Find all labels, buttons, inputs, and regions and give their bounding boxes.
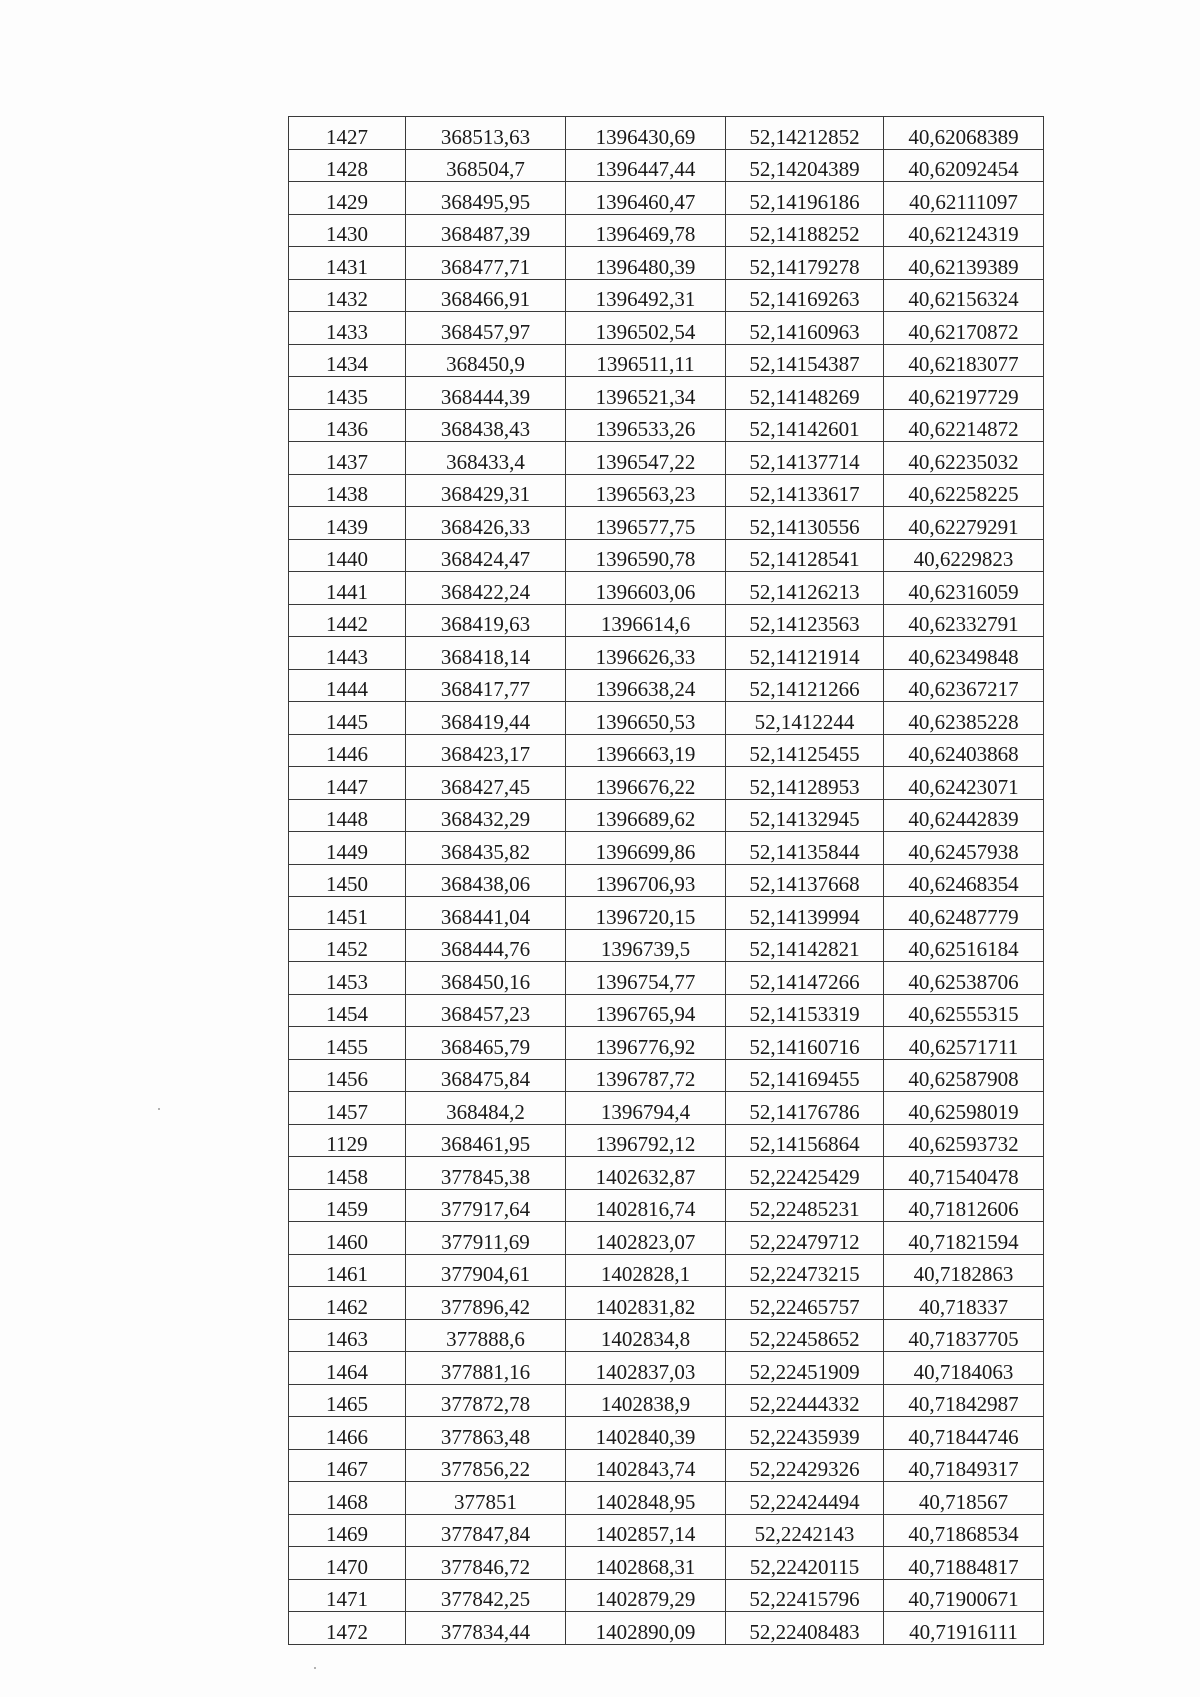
y-coordinate-cell: 1402837,03 — [566, 1352, 726, 1385]
y-coordinate-cell: 1402834,8 — [566, 1319, 726, 1352]
x-coordinate-cell: 368461,95 — [406, 1124, 566, 1157]
x-coordinate-cell: 377888,6 — [406, 1319, 566, 1352]
x-coordinate-cell: 377856,22 — [406, 1449, 566, 1482]
latitude-cell: 52,14176786 — [726, 1092, 884, 1125]
y-coordinate-cell: 1402848,95 — [566, 1482, 726, 1515]
longitude-cell: 40,62124319 — [884, 214, 1044, 247]
table-row — [289, 1482, 1044, 1515]
longitude-cell: 40,62442839 — [884, 799, 1044, 832]
latitude-cell: 52,14123563 — [726, 604, 884, 637]
x-coordinate-cell: 368475,84 — [406, 1059, 566, 1092]
x-coordinate-cell: 368427,45 — [406, 767, 566, 800]
point-number-cell: 1457 — [289, 1092, 406, 1125]
y-coordinate-cell: 1396739,5 — [566, 929, 726, 962]
x-coordinate-cell: 368477,71 — [406, 247, 566, 280]
scan-speck — [158, 1108, 160, 1110]
table-row — [289, 1319, 1044, 1352]
point-number-cell: 1432 — [289, 279, 406, 312]
x-coordinate-cell: 368487,39 — [406, 214, 566, 247]
y-coordinate-cell: 1402879,29 — [566, 1579, 726, 1612]
longitude-cell: 40,62593732 — [884, 1124, 1044, 1157]
table-row — [289, 572, 1044, 605]
longitude-cell: 40,62197729 — [884, 377, 1044, 410]
longitude-cell: 40,71842987 — [884, 1384, 1044, 1417]
table-row — [289, 702, 1044, 735]
longitude-cell: 40,62068389 — [884, 117, 1044, 150]
point-number-cell: 1469 — [289, 1514, 406, 1547]
point-number-cell: 1440 — [289, 539, 406, 572]
table-row — [289, 214, 1044, 247]
coordinates-table-body — [289, 117, 1044, 1645]
point-number-cell: 1438 — [289, 474, 406, 507]
x-coordinate-cell: 368441,04 — [406, 897, 566, 930]
latitude-cell: 52,14142821 — [726, 929, 884, 962]
latitude-cell: 52,14142601 — [726, 409, 884, 442]
point-number-cell: 1470 — [289, 1547, 406, 1580]
y-coordinate-cell: 1396447,44 — [566, 149, 726, 182]
latitude-cell: 52,14132945 — [726, 799, 884, 832]
latitude-cell: 52,14160716 — [726, 1027, 884, 1060]
latitude-cell: 52,22420115 — [726, 1547, 884, 1580]
latitude-cell: 52,22473215 — [726, 1254, 884, 1287]
point-number-cell: 1441 — [289, 572, 406, 605]
point-number-cell: 1445 — [289, 702, 406, 735]
scan-speck — [314, 1667, 316, 1669]
longitude-cell: 40,62183077 — [884, 344, 1044, 377]
table-row — [289, 1547, 1044, 1580]
point-number-cell: 1466 — [289, 1417, 406, 1450]
latitude-cell: 52,14137668 — [726, 864, 884, 897]
latitude-cell: 52,14154387 — [726, 344, 884, 377]
point-number-cell: 1447 — [289, 767, 406, 800]
latitude-cell: 52,22479712 — [726, 1222, 884, 1255]
table-row — [289, 1027, 1044, 1060]
latitude-cell: 52,14147266 — [726, 962, 884, 995]
y-coordinate-cell: 1402840,39 — [566, 1417, 726, 1450]
table-row — [289, 344, 1044, 377]
point-number-cell: 1471 — [289, 1579, 406, 1612]
point-number-cell: 1427 — [289, 117, 406, 150]
longitude-cell: 40,71812606 — [884, 1189, 1044, 1222]
y-coordinate-cell: 1402828,1 — [566, 1254, 726, 1287]
x-coordinate-cell: 377904,61 — [406, 1254, 566, 1287]
x-coordinate-cell: 368426,33 — [406, 507, 566, 540]
x-coordinate-cell: 368433,4 — [406, 442, 566, 475]
point-number-cell: 1464 — [289, 1352, 406, 1385]
table-row — [289, 312, 1044, 345]
y-coordinate-cell: 1402823,07 — [566, 1222, 726, 1255]
latitude-cell: 52,22451909 — [726, 1352, 884, 1385]
y-coordinate-cell: 1402816,74 — [566, 1189, 726, 1222]
longitude-cell: 40,71849317 — [884, 1449, 1044, 1482]
y-coordinate-cell: 1402857,14 — [566, 1514, 726, 1547]
table-row — [289, 117, 1044, 150]
y-coordinate-cell: 1396706,93 — [566, 864, 726, 897]
y-coordinate-cell: 1396603,06 — [566, 572, 726, 605]
point-number-cell: 1444 — [289, 669, 406, 702]
point-number-cell: 1450 — [289, 864, 406, 897]
table-row — [289, 377, 1044, 410]
table-row — [289, 1352, 1044, 1385]
point-number-cell: 1465 — [289, 1384, 406, 1417]
table-row — [289, 1124, 1044, 1157]
table-row — [289, 1612, 1044, 1645]
y-coordinate-cell: 1396638,24 — [566, 669, 726, 702]
x-coordinate-cell: 377863,48 — [406, 1417, 566, 1450]
y-coordinate-cell: 1396650,53 — [566, 702, 726, 735]
longitude-cell: 40,71540478 — [884, 1157, 1044, 1190]
y-coordinate-cell: 1402838,9 — [566, 1384, 726, 1417]
latitude-cell: 52,22485231 — [726, 1189, 884, 1222]
latitude-cell: 52,1412244 — [726, 702, 884, 735]
y-coordinate-cell: 1396533,26 — [566, 409, 726, 442]
table-row — [289, 247, 1044, 280]
table-row — [289, 962, 1044, 995]
x-coordinate-cell: 368429,31 — [406, 474, 566, 507]
table-row — [289, 1417, 1044, 1450]
x-coordinate-cell: 368438,43 — [406, 409, 566, 442]
longitude-cell: 40,62332791 — [884, 604, 1044, 637]
longitude-cell: 40,62538706 — [884, 962, 1044, 995]
y-coordinate-cell: 1396787,72 — [566, 1059, 726, 1092]
y-coordinate-cell: 1396754,77 — [566, 962, 726, 995]
table-row — [289, 669, 1044, 702]
point-number-cell: 1448 — [289, 799, 406, 832]
latitude-cell: 52,14156864 — [726, 1124, 884, 1157]
point-number-cell: 1472 — [289, 1612, 406, 1645]
point-number-cell: 1446 — [289, 734, 406, 767]
latitude-cell: 52,14204389 — [726, 149, 884, 182]
point-number-cell: 1129 — [289, 1124, 406, 1157]
x-coordinate-cell: 377911,69 — [406, 1222, 566, 1255]
table-row — [289, 1092, 1044, 1125]
x-coordinate-cell: 368450,16 — [406, 962, 566, 995]
longitude-cell: 40,62403868 — [884, 734, 1044, 767]
latitude-cell: 52,14179278 — [726, 247, 884, 280]
latitude-cell: 52,14128953 — [726, 767, 884, 800]
table-row — [289, 279, 1044, 312]
latitude-cell: 52,14133617 — [726, 474, 884, 507]
longitude-cell: 40,62516184 — [884, 929, 1044, 962]
x-coordinate-cell: 368466,91 — [406, 279, 566, 312]
latitude-cell: 52,14212852 — [726, 117, 884, 150]
x-coordinate-cell: 368419,63 — [406, 604, 566, 637]
latitude-cell: 52,14148269 — [726, 377, 884, 410]
table-row — [289, 1287, 1044, 1320]
longitude-cell: 40,62457938 — [884, 832, 1044, 865]
x-coordinate-cell: 377896,42 — [406, 1287, 566, 1320]
point-number-cell: 1443 — [289, 637, 406, 670]
x-coordinate-cell: 368419,44 — [406, 702, 566, 735]
longitude-cell: 40,71844746 — [884, 1417, 1044, 1450]
longitude-cell: 40,71868534 — [884, 1514, 1044, 1547]
table-row — [289, 637, 1044, 670]
x-coordinate-cell: 368457,97 — [406, 312, 566, 345]
latitude-cell: 52,14121914 — [726, 637, 884, 670]
table-row — [289, 994, 1044, 1027]
point-number-cell: 1459 — [289, 1189, 406, 1222]
x-coordinate-cell: 377834,44 — [406, 1612, 566, 1645]
point-number-cell: 1458 — [289, 1157, 406, 1190]
latitude-cell: 52,22415796 — [726, 1579, 884, 1612]
x-coordinate-cell: 377881,16 — [406, 1352, 566, 1385]
y-coordinate-cell: 1402868,31 — [566, 1547, 726, 1580]
latitude-cell: 52,22444332 — [726, 1384, 884, 1417]
table-row — [289, 474, 1044, 507]
y-coordinate-cell: 1396626,33 — [566, 637, 726, 670]
point-number-cell: 1451 — [289, 897, 406, 930]
x-coordinate-cell: 377846,72 — [406, 1547, 566, 1580]
x-coordinate-cell: 377842,25 — [406, 1579, 566, 1612]
point-number-cell: 1456 — [289, 1059, 406, 1092]
longitude-cell: 40,7184063 — [884, 1352, 1044, 1385]
table-row — [289, 1189, 1044, 1222]
point-number-cell: 1442 — [289, 604, 406, 637]
latitude-cell: 52,14169263 — [726, 279, 884, 312]
table-row — [289, 507, 1044, 540]
point-number-cell: 1430 — [289, 214, 406, 247]
point-number-cell: 1454 — [289, 994, 406, 1027]
point-number-cell: 1435 — [289, 377, 406, 410]
point-number-cell: 1460 — [289, 1222, 406, 1255]
longitude-cell: 40,71821594 — [884, 1222, 1044, 1255]
x-coordinate-cell: 368444,76 — [406, 929, 566, 962]
latitude-cell: 52,22435939 — [726, 1417, 884, 1450]
point-number-cell: 1449 — [289, 832, 406, 865]
x-coordinate-cell: 368450,9 — [406, 344, 566, 377]
y-coordinate-cell: 1396614,6 — [566, 604, 726, 637]
x-coordinate-cell: 368465,79 — [406, 1027, 566, 1060]
table-row — [289, 539, 1044, 572]
x-coordinate-cell: 368417,77 — [406, 669, 566, 702]
table-row — [289, 897, 1044, 930]
y-coordinate-cell: 1396689,62 — [566, 799, 726, 832]
x-coordinate-cell: 377847,84 — [406, 1514, 566, 1547]
latitude-cell: 52,14188252 — [726, 214, 884, 247]
latitude-cell: 52,22424494 — [726, 1482, 884, 1515]
table-row — [289, 1157, 1044, 1190]
x-coordinate-cell: 377917,64 — [406, 1189, 566, 1222]
x-coordinate-cell: 368422,24 — [406, 572, 566, 605]
x-coordinate-cell: 377872,78 — [406, 1384, 566, 1417]
point-number-cell: 1461 — [289, 1254, 406, 1287]
table-row — [289, 1579, 1044, 1612]
longitude-cell: 40,62487779 — [884, 897, 1044, 930]
table-row — [289, 182, 1044, 215]
x-coordinate-cell: 377845,38 — [406, 1157, 566, 1190]
longitude-cell: 40,62139389 — [884, 247, 1044, 280]
point-number-cell: 1453 — [289, 962, 406, 995]
x-coordinate-cell: 377851 — [406, 1482, 566, 1515]
longitude-cell: 40,718567 — [884, 1482, 1044, 1515]
longitude-cell: 40,62092454 — [884, 149, 1044, 182]
point-number-cell: 1433 — [289, 312, 406, 345]
table-row — [289, 442, 1044, 475]
table-row — [289, 149, 1044, 182]
longitude-cell: 40,62316059 — [884, 572, 1044, 605]
table-row — [289, 767, 1044, 800]
point-number-cell: 1436 — [289, 409, 406, 442]
table-row — [289, 1384, 1044, 1417]
point-number-cell: 1468 — [289, 1482, 406, 1515]
y-coordinate-cell: 1396676,22 — [566, 767, 726, 800]
longitude-cell: 40,71916111 — [884, 1612, 1044, 1645]
longitude-cell: 40,62385228 — [884, 702, 1044, 735]
point-number-cell: 1455 — [289, 1027, 406, 1060]
longitude-cell: 40,62156324 — [884, 279, 1044, 312]
longitude-cell: 40,62349848 — [884, 637, 1044, 670]
y-coordinate-cell: 1396577,75 — [566, 507, 726, 540]
coordinates-table — [288, 116, 1044, 1645]
table-row — [289, 409, 1044, 442]
y-coordinate-cell: 1396765,94 — [566, 994, 726, 1027]
point-number-cell: 1429 — [289, 182, 406, 215]
table-row — [289, 929, 1044, 962]
y-coordinate-cell: 1396794,4 — [566, 1092, 726, 1125]
y-coordinate-cell: 1396663,19 — [566, 734, 726, 767]
point-number-cell: 1431 — [289, 247, 406, 280]
x-coordinate-cell: 368513,63 — [406, 117, 566, 150]
y-coordinate-cell: 1396792,12 — [566, 1124, 726, 1157]
latitude-cell: 52,14121266 — [726, 669, 884, 702]
latitude-cell: 52,22458652 — [726, 1319, 884, 1352]
longitude-cell: 40,62235032 — [884, 442, 1044, 475]
longitude-cell: 40,62214872 — [884, 409, 1044, 442]
longitude-cell: 40,71837705 — [884, 1319, 1044, 1352]
latitude-cell: 52,22408483 — [726, 1612, 884, 1645]
longitude-cell: 40,6229823 — [884, 539, 1044, 572]
y-coordinate-cell: 1396502,54 — [566, 312, 726, 345]
y-coordinate-cell: 1402890,09 — [566, 1612, 726, 1645]
longitude-cell: 40,62279291 — [884, 507, 1044, 540]
point-number-cell: 1434 — [289, 344, 406, 377]
latitude-cell: 52,14135844 — [726, 832, 884, 865]
longitude-cell: 40,62468354 — [884, 864, 1044, 897]
longitude-cell: 40,7182863 — [884, 1254, 1044, 1287]
latitude-cell: 52,14169455 — [726, 1059, 884, 1092]
point-number-cell: 1462 — [289, 1287, 406, 1320]
longitude-cell: 40,62258225 — [884, 474, 1044, 507]
latitude-cell: 52,14126213 — [726, 572, 884, 605]
x-coordinate-cell: 368432,29 — [406, 799, 566, 832]
longitude-cell: 40,62571711 — [884, 1027, 1044, 1060]
table-row — [289, 832, 1044, 865]
latitude-cell: 52,14160963 — [726, 312, 884, 345]
longitude-cell: 40,62111097 — [884, 182, 1044, 215]
x-coordinate-cell: 368504,7 — [406, 149, 566, 182]
table-row — [289, 734, 1044, 767]
y-coordinate-cell: 1396699,86 — [566, 832, 726, 865]
latitude-cell: 52,22429326 — [726, 1449, 884, 1482]
table-row — [289, 799, 1044, 832]
point-number-cell: 1467 — [289, 1449, 406, 1482]
point-number-cell: 1428 — [289, 149, 406, 182]
longitude-cell: 40,62170872 — [884, 312, 1044, 345]
x-coordinate-cell: 368423,17 — [406, 734, 566, 767]
point-number-cell: 1452 — [289, 929, 406, 962]
latitude-cell: 52,2242143 — [726, 1514, 884, 1547]
longitude-cell: 40,71884817 — [884, 1547, 1044, 1580]
longitude-cell: 40,62367217 — [884, 669, 1044, 702]
y-coordinate-cell: 1396492,31 — [566, 279, 726, 312]
longitude-cell: 40,62555315 — [884, 994, 1044, 1027]
table-row — [289, 1254, 1044, 1287]
latitude-cell: 52,14137714 — [726, 442, 884, 475]
y-coordinate-cell: 1396776,92 — [566, 1027, 726, 1060]
y-coordinate-cell: 1396563,23 — [566, 474, 726, 507]
x-coordinate-cell: 368495,95 — [406, 182, 566, 215]
latitude-cell: 52,22465757 — [726, 1287, 884, 1320]
y-coordinate-cell: 1396460,47 — [566, 182, 726, 215]
latitude-cell: 52,14125455 — [726, 734, 884, 767]
longitude-cell: 40,62598019 — [884, 1092, 1044, 1125]
y-coordinate-cell: 1396511,11 — [566, 344, 726, 377]
y-coordinate-cell: 1396480,39 — [566, 247, 726, 280]
y-coordinate-cell: 1396469,78 — [566, 214, 726, 247]
y-coordinate-cell: 1402632,87 — [566, 1157, 726, 1190]
latitude-cell: 52,14153319 — [726, 994, 884, 1027]
table-row — [289, 1222, 1044, 1255]
longitude-cell: 40,62423071 — [884, 767, 1044, 800]
longitude-cell: 40,71900671 — [884, 1579, 1044, 1612]
x-coordinate-cell: 368418,14 — [406, 637, 566, 670]
latitude-cell: 52,14196186 — [726, 182, 884, 215]
x-coordinate-cell: 368435,82 — [406, 832, 566, 865]
point-number-cell: 1463 — [289, 1319, 406, 1352]
table-row — [289, 864, 1044, 897]
x-coordinate-cell: 368424,47 — [406, 539, 566, 572]
x-coordinate-cell: 368438,06 — [406, 864, 566, 897]
table-row — [289, 1449, 1044, 1482]
longitude-cell: 40,718337 — [884, 1287, 1044, 1320]
y-coordinate-cell: 1396430,69 — [566, 117, 726, 150]
latitude-cell: 52,22425429 — [726, 1157, 884, 1190]
latitude-cell: 52,14139994 — [726, 897, 884, 930]
table-row — [289, 604, 1044, 637]
x-coordinate-cell: 368444,39 — [406, 377, 566, 410]
point-number-cell: 1437 — [289, 442, 406, 475]
longitude-cell: 40,62587908 — [884, 1059, 1044, 1092]
table-row — [289, 1514, 1044, 1547]
latitude-cell: 52,14130556 — [726, 507, 884, 540]
x-coordinate-cell: 368457,23 — [406, 994, 566, 1027]
latitude-cell: 52,14128541 — [726, 539, 884, 572]
y-coordinate-cell: 1396521,34 — [566, 377, 726, 410]
y-coordinate-cell: 1396547,22 — [566, 442, 726, 475]
table-row — [289, 1059, 1044, 1092]
y-coordinate-cell: 1402843,74 — [566, 1449, 726, 1482]
x-coordinate-cell: 368484,2 — [406, 1092, 566, 1125]
point-number-cell: 1439 — [289, 507, 406, 540]
y-coordinate-cell: 1396590,78 — [566, 539, 726, 572]
y-coordinate-cell: 1396720,15 — [566, 897, 726, 930]
y-coordinate-cell: 1402831,82 — [566, 1287, 726, 1320]
